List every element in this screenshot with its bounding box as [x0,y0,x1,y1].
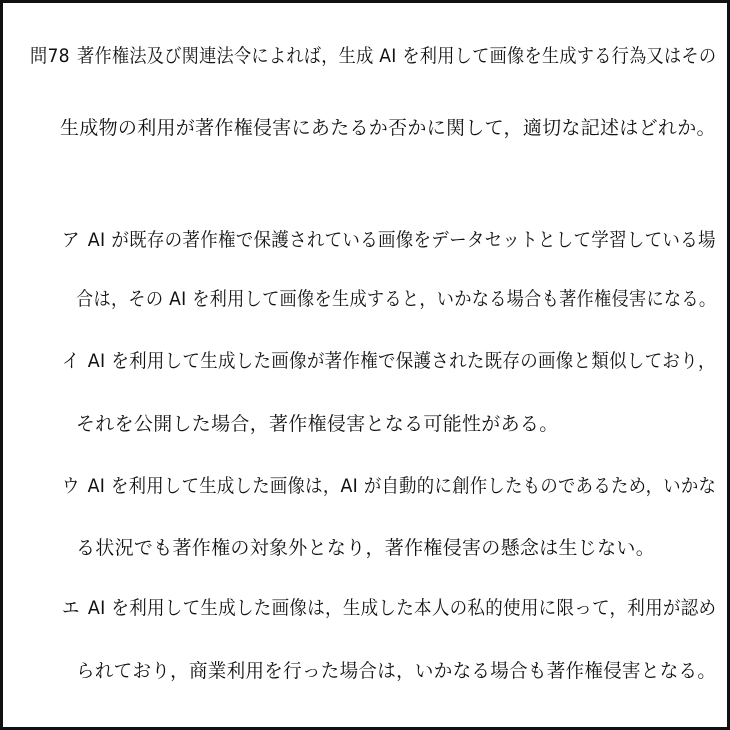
question-text-line-2: 生成物の利用が著作権侵害にあたるか否かに関して，適切な記述はどれか。 [60,117,716,139]
option-b-text-line-1: AI を利用して生成した画像が著作権で保護された既存の画像と類似しており， [87,350,716,372]
option-b-text-line-2: それを公開した場合，著作権侵害となる可能性がある。 [76,413,559,435]
option-c-text-line-1: AI を利用して生成した画像は，AI が自動的に創作したものであるため，いかな [87,475,717,497]
option-a-text-line-1: AI が既存の著作権で保護されている画像をデータセットとして学習している場 [87,229,716,251]
option-a-line-2 [76,287,716,311]
option-c-text-line-2: る状況でも著作権の対象外となり，著作権侵害の懸念は生じない。 [76,537,656,559]
option-b-line-1 [62,349,716,373]
option-c-line-2 [76,536,655,560]
option-d-line-2 [76,659,716,683]
option-d-line-1 [62,596,716,620]
option-b-line-2 [76,412,559,436]
question-number: 問78 [30,45,70,67]
option-a-marker: ア [62,229,80,251]
option-d-marker: エ [62,597,80,619]
question-line-2 [60,116,716,140]
question-line-1 [30,44,716,68]
option-d-text-line-1: AI を利用して生成した画像は，生成した本人の私的使用に限って，利用が認め [87,597,717,619]
option-b-marker: イ [62,350,80,372]
option-c-line-1 [62,474,716,498]
question-text-line-1: 著作権法及び関連法令によれば，生成 AI を利用して画像を生成する行為又はその [76,45,717,67]
option-a-text-line-2: 合は，その AI を利用して画像を生成すると，いかなる場合も著作権侵害になる。 [76,288,717,310]
option-a-line-1 [62,228,716,252]
option-c-marker: ウ [62,475,80,497]
option-d-text-line-2: られており，商業利用を行った場合は，いかなる場合も著作権侵害となる。 [76,660,717,682]
